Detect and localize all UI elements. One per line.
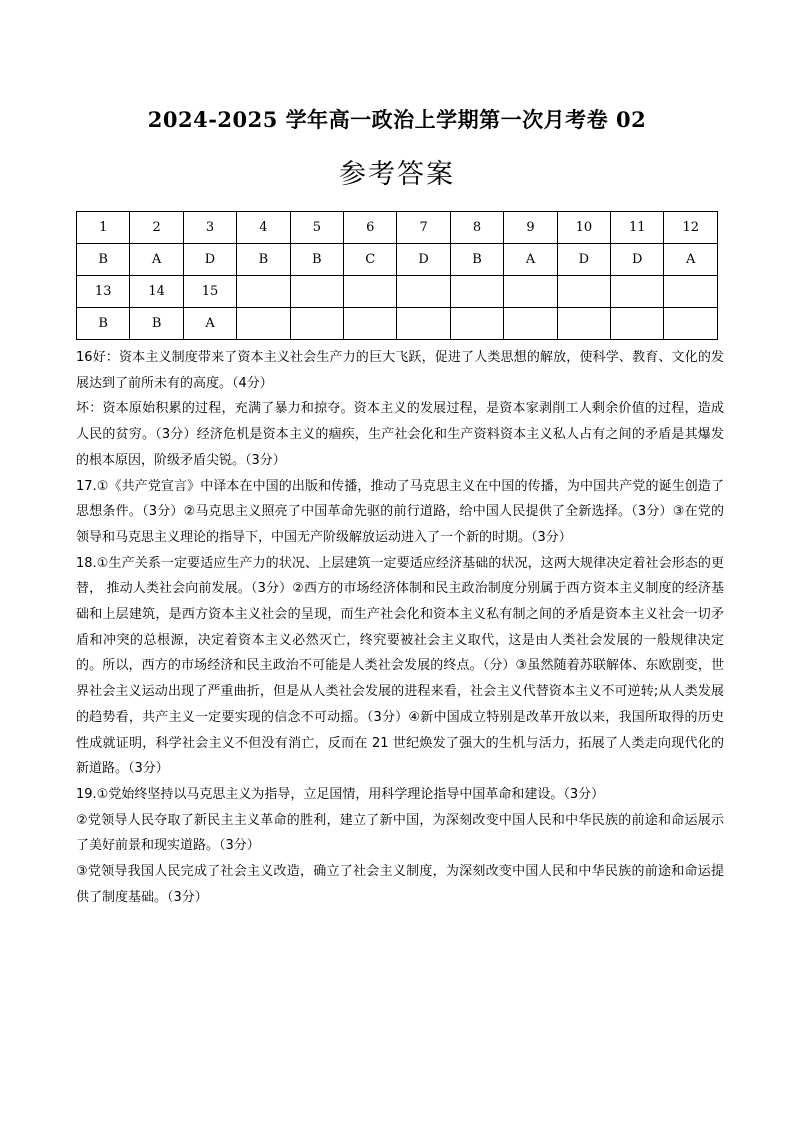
table-cell: D [557, 244, 610, 276]
table-cell: 4 [237, 212, 290, 244]
table-row [77, 276, 718, 308]
table-cell [290, 308, 343, 340]
table-row [77, 212, 718, 244]
table-cell: A [504, 244, 557, 276]
table-cell: 11 [611, 212, 664, 244]
table-cell: 6 [344, 212, 397, 244]
table-cell: B [77, 308, 130, 340]
table-cell: D [183, 244, 236, 276]
table-cell: A [183, 308, 236, 340]
table-cell [344, 276, 397, 308]
table-cell: 15 [183, 276, 236, 308]
table-cell [557, 276, 610, 308]
table-cell [237, 276, 290, 308]
table-cell: B [77, 244, 130, 276]
table-cell: 9 [504, 212, 557, 244]
table-cell [397, 308, 450, 340]
table-cell: C [344, 244, 397, 276]
table-cell [664, 308, 718, 340]
table-cell [611, 276, 664, 308]
table-cell: 13 [77, 276, 130, 308]
table-cell [557, 308, 610, 340]
table-cell [611, 308, 664, 340]
table-cell: B [237, 244, 290, 276]
table-cell: 5 [290, 212, 343, 244]
answer-16-good: 16好：资本主义制度带来了资本主义社会生产力的巨大飞跃，促进了人类思想的解放，使科学、教育、文化的发展达到了前所未有的高度。（4分） [76, 350, 724, 391]
table-cell: A [130, 244, 183, 276]
answer-text-section [76, 345, 724, 910]
table-cell: A [664, 244, 718, 276]
table-cell [504, 276, 557, 308]
table-cell [344, 308, 397, 340]
table-cell [504, 308, 557, 340]
answer-19-point-2: ②党领导人民夺取了新民主主义革命的胜利，建立了新中国，为深刻改变中国人民和中华民族的前途和命运展示了美好前景和现实道路。（3分） [76, 812, 724, 854]
table-cell: 2 [130, 212, 183, 244]
answer-19-point-1: 19.①党始终坚持以马克思主义为指导，立足国情，用科学理论指导中国革命和建设。（3分） [76, 786, 605, 802]
table-cell: B [450, 244, 503, 276]
table-cell: 10 [557, 212, 610, 244]
table-cell [450, 308, 503, 340]
table-cell [290, 276, 343, 308]
page-title: 2024-2025 学年高一政治上学期第一次月考卷 02 [147, 107, 647, 132]
table-cell: 7 [397, 212, 450, 244]
table-cell: B [290, 244, 343, 276]
table-cell [664, 276, 718, 308]
table-cell: 8 [450, 212, 503, 244]
table-cell: 12 [664, 212, 718, 244]
answer-16-bad: 坏：资本原始积累的过程，充满了暴力和掠夺。资本主义的发展过程，是资本家剥削工人剩余价值的过程，造成人民的贫穷。（3分）经济危机是资本主义的痼疾，生产社会化和生产资料资本主义私人占有之间的矛盾是其爆发的根本原因，阶级矛盾尖锐。（3分） [76, 401, 724, 468]
page-subtitle: 参考答案 [339, 159, 455, 190]
answer-19-point-3: ③党领导我国人民完成了社会主义改造，确立了社会主义制度，为深刻改变中国人民和中华民族的前途和命运提供了制度基础。（3分） [76, 864, 724, 905]
table-row [77, 244, 718, 276]
answer-17: 17.①《共产党宣言》中译本在中国的出版和传播，推动了马克思主义在中国的传播，为中国共产党的诞生创造了思想条件。（3分）②马克思主义照亮了中国革命先驱的前行道路，给中国人民提供了全新选择。（3分）③在党的领导和马克思主义理论的指导下，中国无产阶级解放运动进入了一个新的时期。（3分） [76, 478, 724, 545]
table-cell: 3 [183, 212, 236, 244]
answer-18: 18.①生产关系一定要适应生产力的状况、上层建筑一定要适应经济基础的状况，这两大规律决定着社会形态的更替， 推动人类社会向前发展。（3分）②西方的市场经济体制和民主政治制度分别属于西方资本主义制度的经济基础和上层建筑，是西方资本主义社会的呈现，而生产社会化和资本主义私有制之间的矛盾是资本主义社会一切矛盾和冲突的总根源，决定着资本主义必然灭亡，终究要被社会主义取代，这是由人类社会发展的一般规律决定的。所以，西方的市场经济和民主政治不可能是人类社会发展的终点。（分）③虽然随着苏联解体、东欧剧变，世界社会主义运动出现了严重曲折，但是从人类社会发展的进程来看，社会主义代替资本主义不可逆转;从人类发展的趋势看，共产主义一定要实现的信念不可动摇。（3分）④新中国成立特别是改革开放以来，我国所取得的历史性成就证明，科学社会主义不但没有消亡，反而在 21 世纪焕发了强大的生机与活力，拓展了人类走向现代化的新道路。（3分） [76, 555, 724, 777]
answer-table [76, 211, 718, 340]
table-cell: D [611, 244, 664, 276]
table-cell [397, 276, 450, 308]
table-cell: 1 [77, 212, 130, 244]
table-cell: B [130, 308, 183, 340]
table-cell [450, 276, 503, 308]
table-cell: 14 [130, 276, 183, 308]
table-cell [237, 308, 290, 340]
table-row [77, 308, 718, 340]
table-cell: D [397, 244, 450, 276]
